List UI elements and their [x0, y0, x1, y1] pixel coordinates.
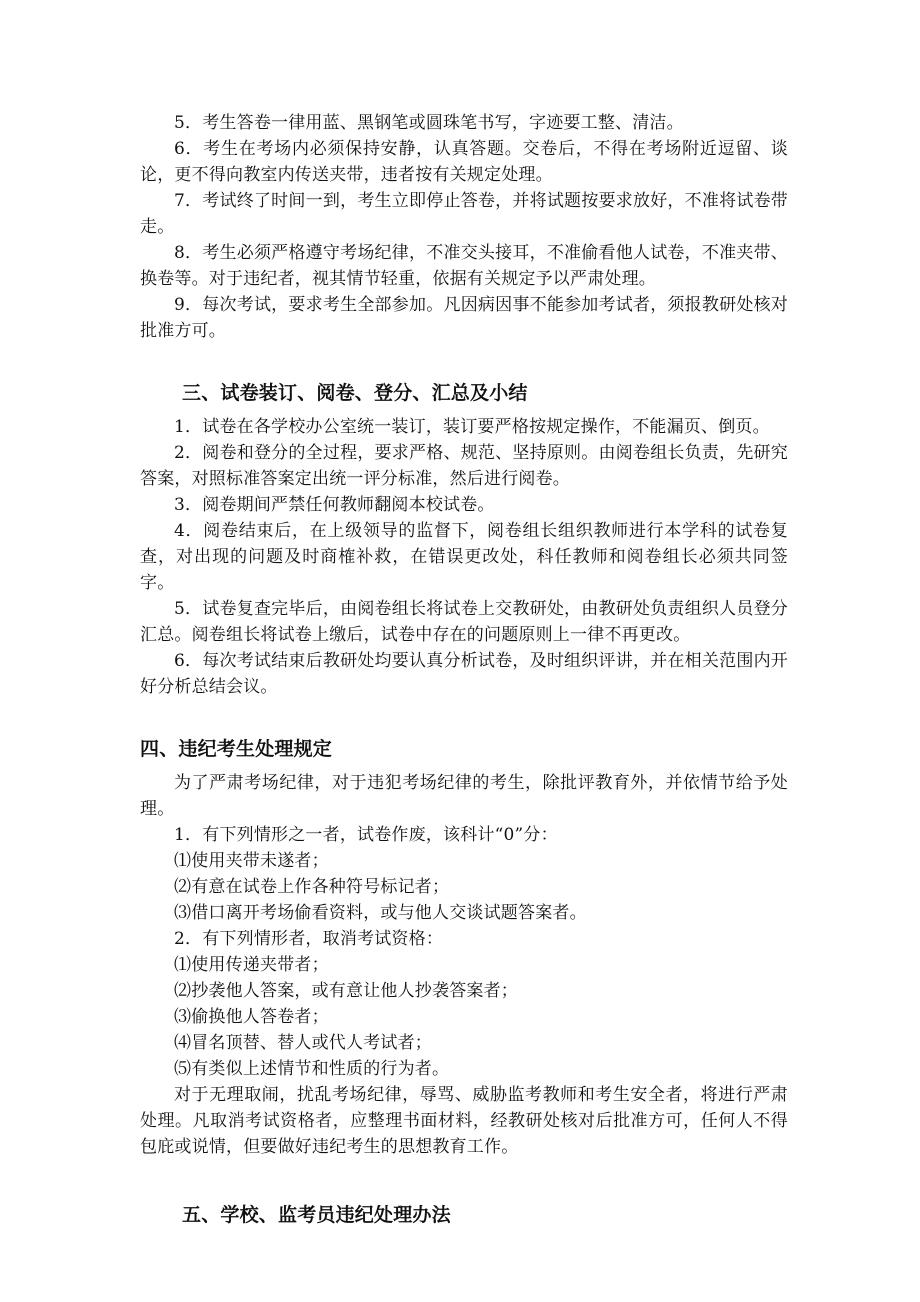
sub-item: ⑶偷换他人答卷者；	[174, 1007, 329, 1027]
rule-item: 5．试卷复查完毕后，由阅卷组长将试卷上交教研处，由教研处负责组织人员登分汇总。阅卷组长将试卷上缴后，试卷中存在的问题原则上一律不再更改。	[140, 599, 788, 645]
rule-item: 6．考生在考场内必须保持安静，认真答题。交卷后，不得在考场附近逗留、谈论，更不得向教室内传送夹带，违者按有关规定处理。	[140, 139, 788, 185]
sub-item: ⑵抄袭他人答案，或有意让他人抄袭答案者；	[174, 981, 518, 1001]
sub-item: ⑶借口离开考场偷看资料，或与他人交谈试题答案者。	[174, 903, 587, 923]
sub-item: ⑵有意在试卷上作各种符号标记者；	[174, 877, 450, 897]
section-heading-5: 五、学校、监考员违纪处理办法	[182, 1204, 451, 1226]
rule-item: 2．有下列情形者，取消考试资格：	[174, 929, 444, 949]
section-heading-3: 三、试卷装订、阅卷、登分、汇总及小结	[182, 382, 528, 404]
sub-item: ⑴使用传递夹带者；	[174, 955, 329, 975]
section-closing: 对于无理取闹，扰乱考场纪律，辱骂、威胁监考教师和考生安全者，将进行严肃处理。凡取消考试资格者，应整理书面材料，经教研处核对后批准方可，任何人不得包庇或说情，但要做好违纪考生的思想教育工作。	[140, 1085, 788, 1157]
rule-item: 9．每次考试，要求考生全部参加。凡因病因事不能参加考试者，须报教研处核对批准方可。	[140, 295, 788, 341]
rule-item: 3．阅卷期间严禁任何教师翻阅本校试卷。	[174, 495, 495, 515]
sub-item: ⑷冒名顶替、替人或代人考试者；	[174, 1033, 432, 1053]
sub-item: ⑸有类似上述情节和性质的行为者。	[174, 1059, 450, 1079]
rule-item: 5．考生答卷一律用蓝、黑钢笔或圆珠笔书写，字迹要工整、清洁。	[174, 113, 684, 133]
rule-item: 7．考试终了时间一到，考生立即停止答卷，并将试题按要求放好，不准将试卷带走。	[140, 191, 788, 237]
rule-item: 8．考生必须严格遵守考场纪律，不准交头接耳，不准偷看他人试卷，不准夹带、换卷等。对于违纪者，视其情节轻重，依据有关规定予以严肃处理。	[140, 243, 788, 289]
document-page	[140, 110, 788, 1230]
rule-item: 2．阅卷和登分的全过程，要求严格、规范、坚持原则。由阅卷组长负责，先研究答案，对照标准答案定出统一评分标准，然后进行阅卷。	[140, 443, 788, 489]
rule-item: 1．有下列情形之一者，试卷作废，该科计“0”分：	[174, 825, 558, 845]
sub-item: ⑴使用夹带未遂者；	[174, 851, 329, 871]
section-intro: 为了严肃考场纪律，对于违犯考场纪律的考生，除批评教育外，并依情节给予处理。	[140, 773, 788, 819]
rule-item: 4．阅卷结束后，在上级领导的监督下，阅卷组长组织教师进行本学科的试卷复查，对出现的问题及时商榷补救，在错误更改处，科任教师和阅卷组长必须共同签字。	[140, 521, 788, 593]
section-heading-4: 四、违纪考生处理规定	[140, 738, 333, 760]
rule-item: 6．每次考试结束后教研处均要认真分析试卷，及时组织评讲，并在相关范围内开好分析总结会议。	[140, 651, 788, 697]
rule-item: 1．试卷在各学校办公室统一装订，装订要严格按规定操作，不能漏页、倒页。	[174, 417, 770, 437]
